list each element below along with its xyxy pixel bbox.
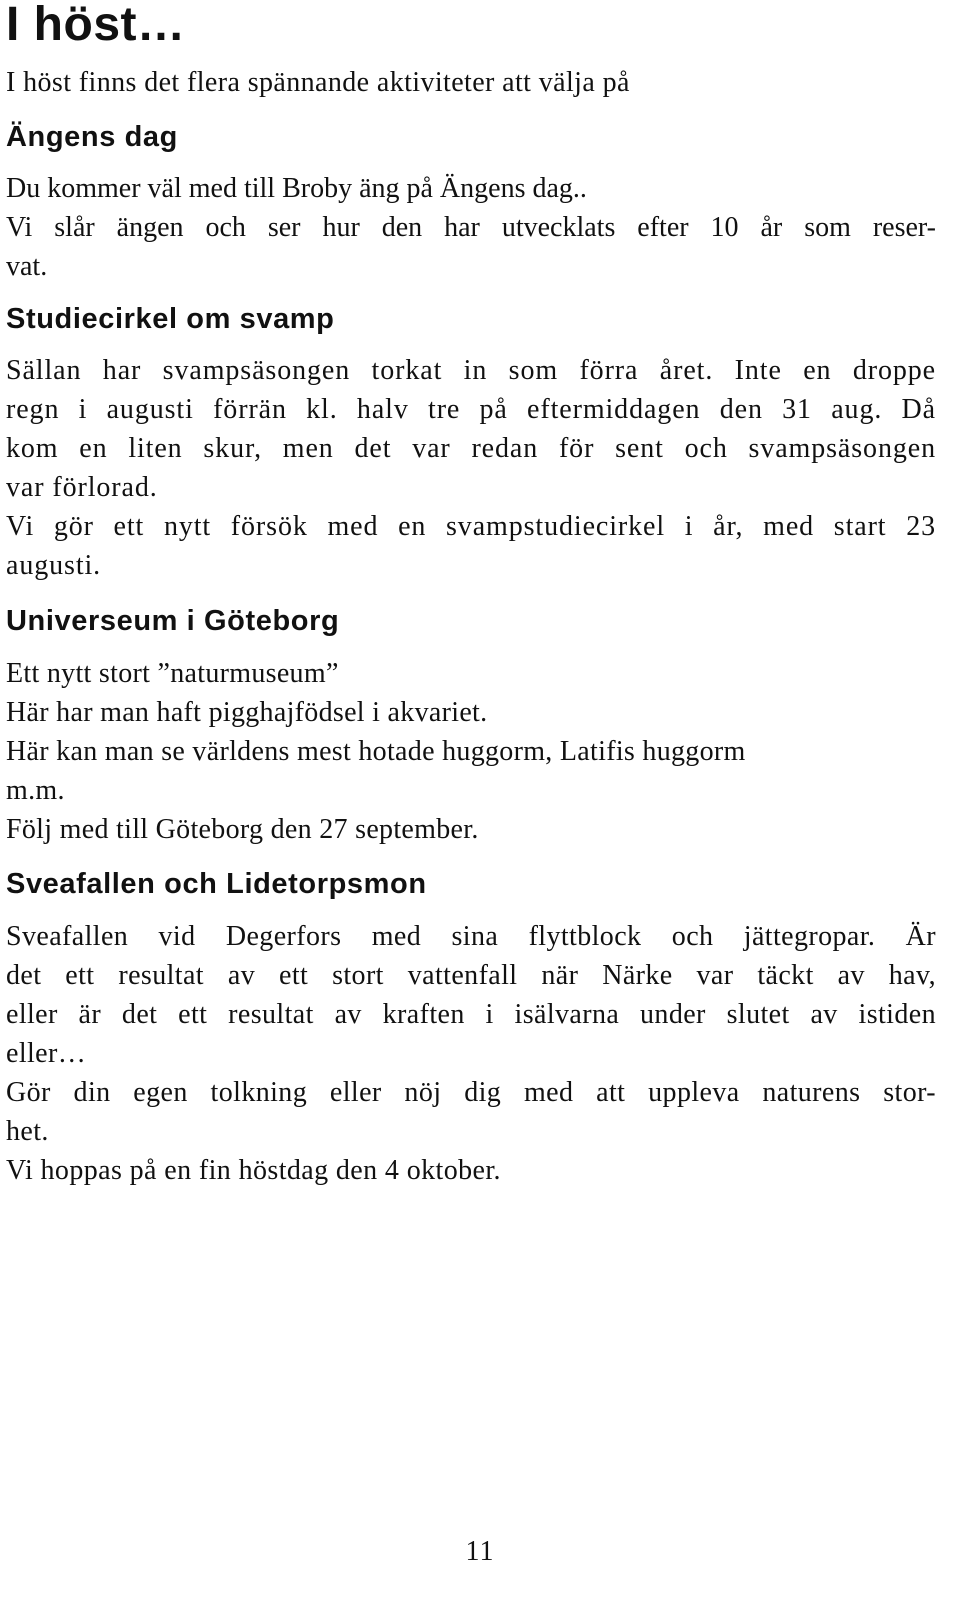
text-line: m.m. xyxy=(6,775,65,806)
section-body-angens-dag xyxy=(6,169,936,286)
text-line: regn i augusti förrän kl. halv tre på eftermiddagen den 31 aug. Då xyxy=(6,394,936,425)
intro-paragraph: I höst finns det flera spännande aktiviteter att välja på xyxy=(6,67,630,98)
section-heading-angens-dag: Ängens dag xyxy=(6,121,178,153)
section-body-universeum xyxy=(6,654,936,849)
section-body-studiecirkel xyxy=(6,351,936,585)
text-line: det ett resultat av ett stort vattenfall när Närke var täckt av hav, xyxy=(6,960,936,991)
document-page xyxy=(6,0,936,1190)
text-line: kom en liten skur, men det var redan för sent och svampsäsongen xyxy=(6,433,936,464)
text-line: vat. xyxy=(6,251,48,282)
page-title: I höst… xyxy=(6,0,186,51)
page-number: 11 xyxy=(465,1536,495,1567)
text-line: Vi gör ett nytt försök med en svampstudiecirkel i år, med start 23 xyxy=(6,511,936,542)
text-line: eller… xyxy=(6,1038,87,1069)
text-line: Ett nytt stort ”naturmuseum” xyxy=(6,658,339,689)
text-line: Sveafallen vid Degerfors med sina flyttblock och jättegropar. Är xyxy=(6,921,936,952)
text-line: Vi hoppas på en fin höstdag den 4 oktober. xyxy=(6,1155,501,1186)
text-line: Här kan man se världens mest hotade huggorm, Latifis huggorm xyxy=(6,736,746,767)
text-line: Du kommer väl med till Broby äng på Ängens dag.. xyxy=(6,173,587,204)
text-line: var förlorad. xyxy=(6,472,158,503)
text-line: Följ med till Göteborg den 27 september. xyxy=(6,814,479,845)
section-heading-sveafallen: Sveafallen och Lidetorpsmon xyxy=(6,868,427,900)
text-line: Gör din egen tolkning eller nöj dig med att uppleva naturens stor- xyxy=(6,1077,936,1108)
text-line: Vi slår ängen och ser hur den har utvecklats efter 10 år som reser- xyxy=(6,212,936,243)
section-body-sveafallen xyxy=(6,917,936,1190)
section-heading-universeum: Universeum i Göteborg xyxy=(6,605,340,637)
text-line: Här har man haft pigghajfödsel i akvariet. xyxy=(6,697,488,728)
section-heading-studiecirkel: Studiecirkel om svamp xyxy=(6,303,335,335)
text-line: eller är det ett resultat av kraften i isälvarna under slutet av istiden xyxy=(6,999,936,1030)
text-line: het. xyxy=(6,1116,49,1147)
text-line: Sällan har svampsäsongen torkat in som förra året. Inte en droppe xyxy=(6,355,936,386)
text-line: augusti. xyxy=(6,550,102,581)
